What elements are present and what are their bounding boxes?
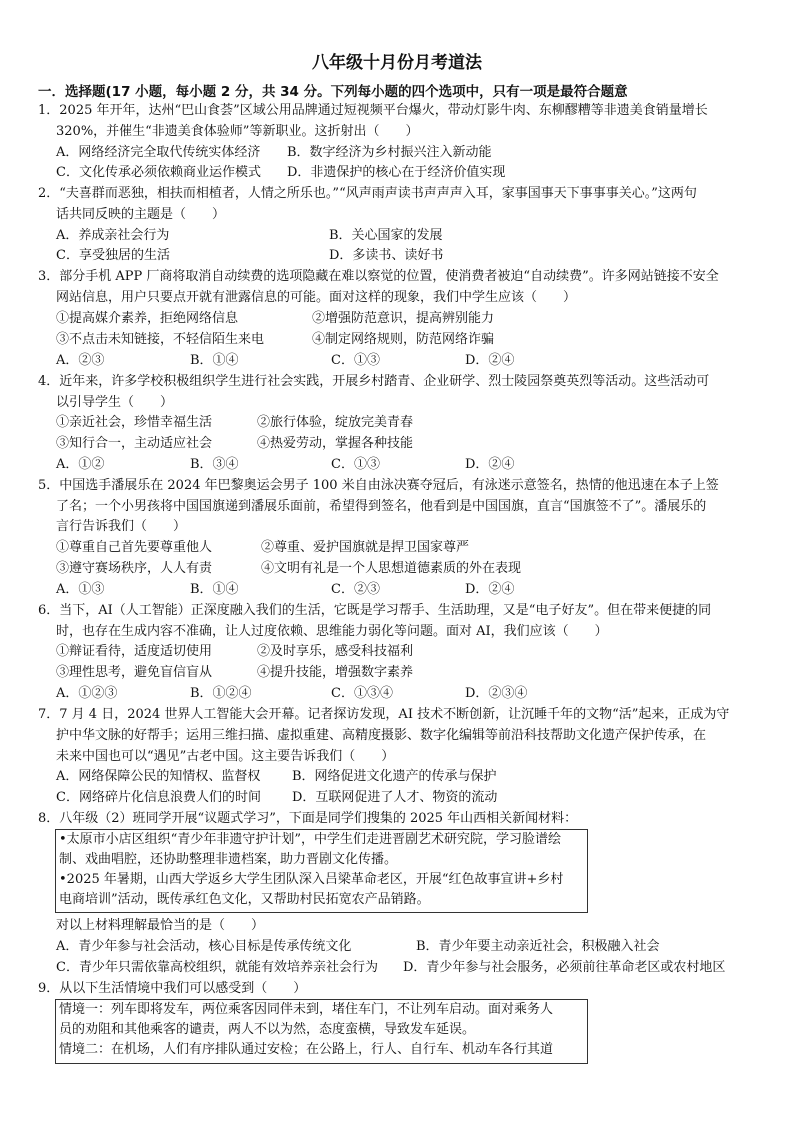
- question-5-item: ②尊重、爱护国旗就是捍卫国家尊严: [261, 540, 470, 555]
- question-6-line: 时，也存在生成内容不准确，让人过度依赖、思维能力弱化等问题。面对 AI，我们应该（ ）: [56, 624, 608, 639]
- question-2-option-b: B．关心国家的发展: [329, 228, 443, 243]
- page-title: 八年级十月份月考道法: [312, 53, 482, 73]
- question-5-line: 5．中国选手潘展乐在 2024 年巴黎奥运会男子 100 米自由泳决赛夺冠后，有泳迷示意签名，热情的他迅速在本子上签: [38, 478, 719, 493]
- question-8-option-b: B．青少年要主动亲近社会，积极融入社会: [416, 939, 660, 954]
- question-8-line: 8．八年级（2）班同学开展“议题式学习”，下面是同学们搜集的 2025 年山西相关新闻材料：: [38, 811, 578, 826]
- question-3-item: ②增强防范意识，提高辨别能力: [312, 311, 495, 326]
- question-6-option-a: A．①②③: [56, 686, 118, 701]
- question-7-option-d: D．互联网促进了人才、物资的流动: [292, 790, 498, 805]
- question-5-item: ①尊重自己首先要尊重他人: [56, 540, 213, 555]
- question-5-option-d: D．②④: [465, 582, 515, 597]
- question-5-option-c: C．②③: [331, 582, 380, 597]
- question-6-item: ①辩证看待，适度适切使用: [56, 644, 213, 659]
- question-3-item: ④制定网络规则，防范网络诈骗: [312, 332, 495, 347]
- question-7-line: 7．7 月 4 日，2024 世界人工智能大会开幕。记者探访发现，AI 技术不断创新，让沉睡千年的文物“活”起来，正成为守: [38, 707, 730, 722]
- question-3-item: ①提高媒介素养，拒绝网络信息: [56, 311, 239, 326]
- section-heading: 一．选择题(17 小题，每小题 2 分，共 34 分。下列每小题的四个选项中，只有一项是最符合题意: [38, 84, 628, 100]
- question-7-option-b: B．网络促进文化遗产的传承与保护: [292, 769, 497, 784]
- question-3-line: 网站信息，用户只要点开就有泄露信息的可能。面对这样的现象，我们中学生应该（ ）: [56, 290, 577, 305]
- question-1-option-c: C．文化传承必须依赖商业运作模式: [56, 165, 261, 180]
- question-4-line: 4．近年来，许多学校积极组织学生进行社会实践，开展乡村踏青、企业研学、烈士陵园祭奠英烈等活动。这些活动可: [38, 374, 710, 389]
- question-9-line: 9．从以下生活情境中我们可以感受到（ ）: [38, 981, 307, 996]
- question-6-line: 6．当下，AI（人工智能）正深度融入我们的生活，它既是学习帮手、生活助理，又是“电子好友”。但在带来便捷的同: [38, 603, 712, 618]
- question-3-option-a: A．②③: [56, 353, 105, 368]
- scenario-line: 情境一：列车即将发车，两位乘客因同伴未到，堵住车门，不让列车启动。面对乘务人: [59, 1002, 554, 1017]
- question-6-item: ③理性思考，避免盲信盲从: [56, 665, 213, 680]
- question-5-item: ④文明有礼是一个人思想道德素质的外在表现: [261, 561, 522, 576]
- question-6-item: ④提升技能，增强数字素养: [257, 665, 414, 680]
- question-8-option-a: A．青少年参与社会活动，核心目标是传承传统文化: [56, 939, 352, 954]
- question-8-prompt: 对以上材料理解最恰当的是（ ）: [56, 918, 265, 933]
- material-line: 电商培训”活动，既传承红色文化，又帮助村民拓宽农产品销路。: [59, 892, 430, 907]
- question-3-line: 3．部分手机 APP 厂商将取消自动续费的选项隐藏在难以察觉的位置，使消费者被迫“自动续费”。许多网站链接不安全: [38, 269, 719, 284]
- question-3-option-c: C．①③: [331, 353, 380, 368]
- question-4-item: ③知行合一，主动适应社会: [56, 436, 213, 451]
- question-2-option-a: A．养成亲社会行为: [56, 228, 170, 243]
- question-4-option-a: A．①②: [56, 457, 105, 472]
- question-1-option-b: B．数字经济为乡村振兴注入新动能: [287, 145, 492, 160]
- question-5-option-a: A．①③: [56, 582, 105, 597]
- question-6-item: ②及时享乐，感受科技福利: [257, 644, 414, 659]
- question-3-option-d: D．②④: [465, 353, 515, 368]
- question-1-line: 320%，并催生“非遗美食体验师”等新职业。这折射出（ ）: [56, 124, 419, 139]
- question-1-line: 1．2025 年开年，达州“巴山食荟”区域公用品牌通过短视频平台爆火，带动灯影牛肉、东柳醪糟等非遗美食销量增长: [38, 103, 708, 118]
- question-8-option-d: D．青少年参与社会服务，必须前往革命老区或农村地区: [403, 960, 726, 975]
- question-4-option-b: B．③④: [190, 457, 239, 472]
- question-3-item: ③不点击未知链接，不轻信陌生来电: [56, 332, 265, 347]
- question-5-line: 言行告诉我们（ ）: [56, 519, 187, 534]
- question-1-option-d: D．非遗保护的核心在于经济价值实现: [287, 165, 506, 180]
- question-4-item: ②旅行体验，绽放完美青春: [257, 415, 414, 430]
- question-7-option-a: A．网络保障公民的知情权、监督权: [56, 769, 261, 784]
- question-2-line: 2．“夫喜群而恶独，相扶而相植者，人情之所乐也。”“风声雨声读书声声声入耳，家事国事天下事事事关心。”这两句: [38, 186, 697, 201]
- question-4-option-d: D．②④: [465, 457, 515, 472]
- news-material-box: [55, 829, 588, 913]
- question-7-option-c: C．网络碎片化信息浪费人们的时间: [56, 790, 261, 805]
- question-5-line: 了名；一个小男孩将中国国旗递到潘展乐面前，希望得到签名，他看到是中国国旗，直言“国旗签不了”。潘展乐的: [56, 499, 707, 514]
- question-1-option-a: A．网络经济完全取代传统实体经济: [56, 145, 261, 160]
- question-4-item: ④热爱劳动，掌握各种技能: [257, 436, 414, 451]
- question-2-option-c: C．享受独居的生活: [56, 248, 170, 263]
- question-2-line: 话共同反映的主题是（ ）: [56, 207, 226, 222]
- scenario-line: 员的劝阻和其他乘客的谴责，两人不以为然，态度蛮横，导致发车延误。: [59, 1022, 476, 1037]
- question-4-item: ①亲近社会，珍惜幸福生活: [56, 415, 213, 430]
- material-line: •太原市小店区组织“青少年非遗守护计划”，中学生们走进晋剧艺术研究院，学习脸谱绘: [59, 832, 561, 847]
- question-5-item: ③遵守赛场秩序，人人有责: [56, 561, 213, 576]
- question-2-option-d: D．多读书、读好书: [329, 248, 444, 263]
- question-6-option-b: B．①②④: [190, 686, 252, 701]
- material-line: 制、戏曲唱腔，还协助整理非遗档案，助力晋剧文化传播。: [59, 852, 398, 867]
- question-3-option-b: B．①④: [190, 353, 239, 368]
- question-6-option-c: C．①③④: [331, 686, 393, 701]
- question-5-option-b: B．①④: [190, 582, 239, 597]
- question-7-line: 未来中国也可以“遇见”古老中国。这主要告诉我们（ ）: [56, 749, 395, 764]
- question-8-option-c: C．青少年只需依靠高校组织，就能有效培养亲社会行为: [56, 960, 378, 975]
- scenario-line: 情境二：在机场，人们有序排队通过安检；在公路上，行人、自行车、机动车各行其道: [59, 1042, 554, 1057]
- scenario-box: [55, 999, 588, 1064]
- material-line: •2025 年暑期，山西大学返乡大学生团队深入吕梁革命老区，开展“红色故事宣讲+乡村: [59, 872, 564, 887]
- question-4-line: 以引导学生（ ）: [56, 395, 174, 410]
- question-6-option-d: D．②③④: [465, 686, 528, 701]
- question-4-option-c: C．①③: [331, 457, 380, 472]
- question-7-line: 护中华文脉的好帮手；运用三维扫描、虚拟重建、高精度摄影、数字化编辑等前沿科技帮助文化遗产保护传承，在: [56, 728, 707, 743]
